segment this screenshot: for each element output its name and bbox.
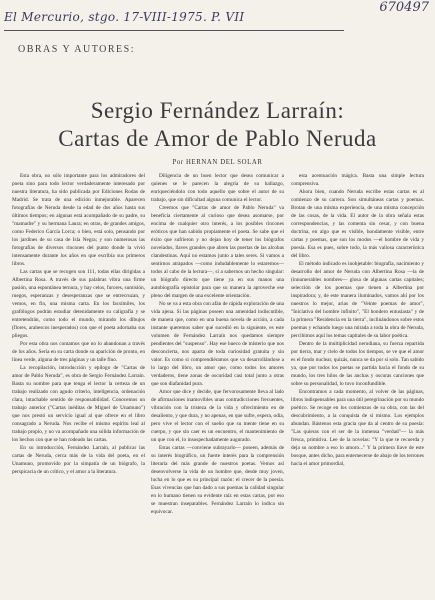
section-label: OBRAS Y AUTORES: (18, 44, 135, 55)
handwritten-source-note: El Mercurio, stgo. 17-VIII-1975. P. VII (4, 10, 245, 24)
article-paragraph: Diligencia de un buen lector que desea comunicar a quienes se le parecen la alegría de su hallazgo, enriqueciéndolo con todo aquello que sobre el autor de su trabajo, que sin dificultad alguna comunica el lector. (151, 173, 284, 203)
article-byline: Por HERNAN DEL SOLAR (172, 159, 263, 166)
article-paragraph: Por esta obra nos contamos que no lo abandonan a través de los años. Sería en su carta donde su aparición de pronto, en línea verde, alguna de tres páginas y un talle fino. (12, 341, 145, 363)
article-paragraph: No se va a esta obra con afán de rápida exploración de una vida ajena. Si las páginas poseen una amenidad indiscutible, de manera que, como en una buena novela de acción, a cada instante queremos saber qué sucedió en la siguiente, es este volumen de Fernández Larraín nos quedamos siempre pendientes del "suspenso". Hay ese hueco de misterio que nos desconcierta, nos aparta de toda curiosidad gratuita y sin valor. Es como si comprendiéramos que va desarrollándose a lo largo del libro, un amor que, como todos los amores verdaderos, tiene zonas de oscuridad casi total junto a otras que son diafanidad pura. (151, 301, 284, 387)
article-headline: Sergio Fernández Larraín: (90, 98, 345, 123)
article-paragraph: Creemos que "Cartas de amor de Pablo Neruda" va beneficia ciertamente al curioso que desea asomarse, por encima de cualquier otro interés, a los posibles rincones eróticos que han sabido propiamente el poeta. Se sabe que el éxito que sufrieron y no dejan hoy de tener los biógrafos novelados, llaves grandes que abren las puertas de las alcobas clandestinas. Aquí no estamos junto a tales seres. Si vamos a sentirnos atrapados —como indudablemente lo estaremos— todos al cabo de la lectura—, sí a sabernos un hecho singular: un biógrafo directo que tiene ya en sus manos una autobiografía epistolar para que su manera la aproveche ese pleno del margen de una excelente orientación. (151, 205, 284, 299)
article-paragraph: Ahora bien, cuando Neruda escribe estas cartas es al comienzo de su carrera. Son simultáneas cartas y poemas. Brotan de una misma experiencia, de una misma concepción de las cosas, de la vida. El autor de la obra señala estas correspondencias, y las comenta sin cesar, y con buena doctrina, en algo que es visible, hondamente visible, entre cartas y poemas, que son los modos —el hombre de vida y poesía. Esa es pues, sobre todo, la más valiosa característica del libro. (291, 189, 424, 259)
article-paragraph: La recopilación, introducción y epílogo de "Cartas de amor de Pablo Neruda", es obra de Sergio Fernández Larraín. Basta su nombre para que tenga el lector la certeza de un trabajo realizado con agudo criterio, inteligencia, ordenación clara, intachable sentido de responsabilidad. Conocemos un trabajo anterior ("Cartas inéditas de Miguel de Unamuno") que nos prestó un servicio igual al que ofrece en el libro consagrado a Neruda. Nos recibe el mismo espíritu leal al trabajo propio, y no va acompañado una sólida información de los hechos con que se han rodeado las cartas. (12, 365, 145, 443)
article-paragraph: Estas cartas —conviene subrayarlo— poseen, además de su interés biográfico, un fuerte interés para la comprensión literaria del más grande de nuestros poetas. Vemos así desenvolverse la vida de un hombre que, desde muy joven, lucha en lo que es su principal razón: el crecer de la poesía. Esas vivencias que han dado a sus poemas la calidad singular en lo humano tienen su evidente raíz en estas cartas, por eso se muestran inseparables. Fernández Larraín lo indica sin equivocar. (151, 445, 284, 515)
article-column-1 (12, 172, 145, 600)
article-paragraph: Las cartas que se recogen son 111, todas ellas dirigidas a Albertina Rosa. A través de sus palabras vibra una firme pasión, una espontánea ternura, y hay celos, furores, sumisión, ruegos, esperanzas y desesperanzas que se entrecruzan, y vemos, en fin, una misma carta. En los facsímiles, los grafólogos podrán estudiar detenidamente su caligrafía y se entretendrán, como todo el mundo, mirando los dibujos (flores, arabescos inesperados) con que el poeta adornaba sus pliegos. (12, 269, 145, 339)
article-paragraph: esta acentuación mágica. Basta una simple lectura comprensiva. (291, 173, 424, 187)
article-column-2 (151, 172, 284, 600)
article-paragraph: El método indicado es inobjetable: biografía, nacimiento y desarrollo del amor de Neruda con Albertina Rosa —la de (innumerables nombres— glosa de algunas cartas capitales; selección de los poemas que tienen a Albertina por inspiradora; y, de este manera iluminados, vamos ahí por los nuestros lo mejor, arias de "Veinte poemas de amor", "Iniciativa del hombre infinito", "El hondero entusiasta" y de la primera "Residencia en la tierra", inclinándonos sobre estos poemas y echando luego una mirada a toda la obra de Neruda, percibimos aquí los temas capitales de su labor poética. (291, 261, 424, 339)
article-paragraph: En su introducción, Fernández Larraín, al publicar las cartas de Neruda, cerca más de la vida del poeta, en el Unamuno, promovido por la simpatía de un biógrafo, la perspicacia de un crítico, y el amor a la literatura. (12, 445, 145, 475)
article-paragraph: Dentro de la multiplicidad nerudiana, su fuerza repartida por tierra, mar y cielo de todos los tiempos, se ve que el amor es el fondo nuclear, quizás, nunca se da por sí solo. Tan sabido ya, que por todos los poetas se partida hacia el fondo de su mundo, los tres hilos de las anchas y oscuras canciones que sobre su personalidad, lo tuvo inconfundible. (291, 341, 424, 387)
article-paragraph: Amor que dice y decide, que fervorosamente lleva al lado de afirmaciones inamovibles unas contradicciones frecuentes, vibración con la tristeza de la vida y ofrecimiento en de desaliento, y que dura, y no apenas, en que sufre, espera, odia, pero vive el lector con el sueño que su mente tiene en su cuerpo, y que sin caer es un encuentro, el mantenimiento de un que con el, lo insospechadamente augurado. (151, 389, 284, 443)
article-paragraph: Encontramos a cada momento, al volver de las páginas, libros indispensables para una útil peregrinación por su mundo poético. Se recoge en los comienzos de su obra, con las del descubrimiento, a la conquista de sí mismo. Los ejemplos abundan. Bástenos esta gracia que da al centro de su poesía: "Las quieras con el ser de la inmensa "verdad"— la más fresca, primitiva. Lee de la novelas: "Y la que te recuerda y deja su nombre a eso lo amoro..." Y la primera llave de este bosque, antes dicho, para enternecerse de abajo de los terrones hacia el amor primordial, (291, 389, 424, 467)
article-paragraph: Esta obra, no sólo importante para los admiradores del poeta sino para todo lector verdaderamente interesado por nuestra literatura, ha sido publicada por Ediciones Rodas de Madrid. Se trata de una edición inmejorable. Aparecen fotografías de Neruda desde la edad de dos años hasta sus últimos tiempos; en algunas está acompañado de su padre, su "mamadre" y su hermana Laura; en otras, de grandes amigos, como Federico García Lorca; o bien, está solo, pensando por los jardines de su casa de Isla Negra; y son numerosas las fotografías de diversos rincones del punto donde la vivió intensamente durante los años en que escribía sus primeros libros. (12, 173, 145, 267)
handwritten-document-number: 670497 (379, 0, 429, 15)
article-subheadline: Cartas de Amor de Pablo Neruda (58, 126, 377, 151)
handwritten-underline (4, 30, 344, 31)
article-column-3 (291, 172, 424, 600)
